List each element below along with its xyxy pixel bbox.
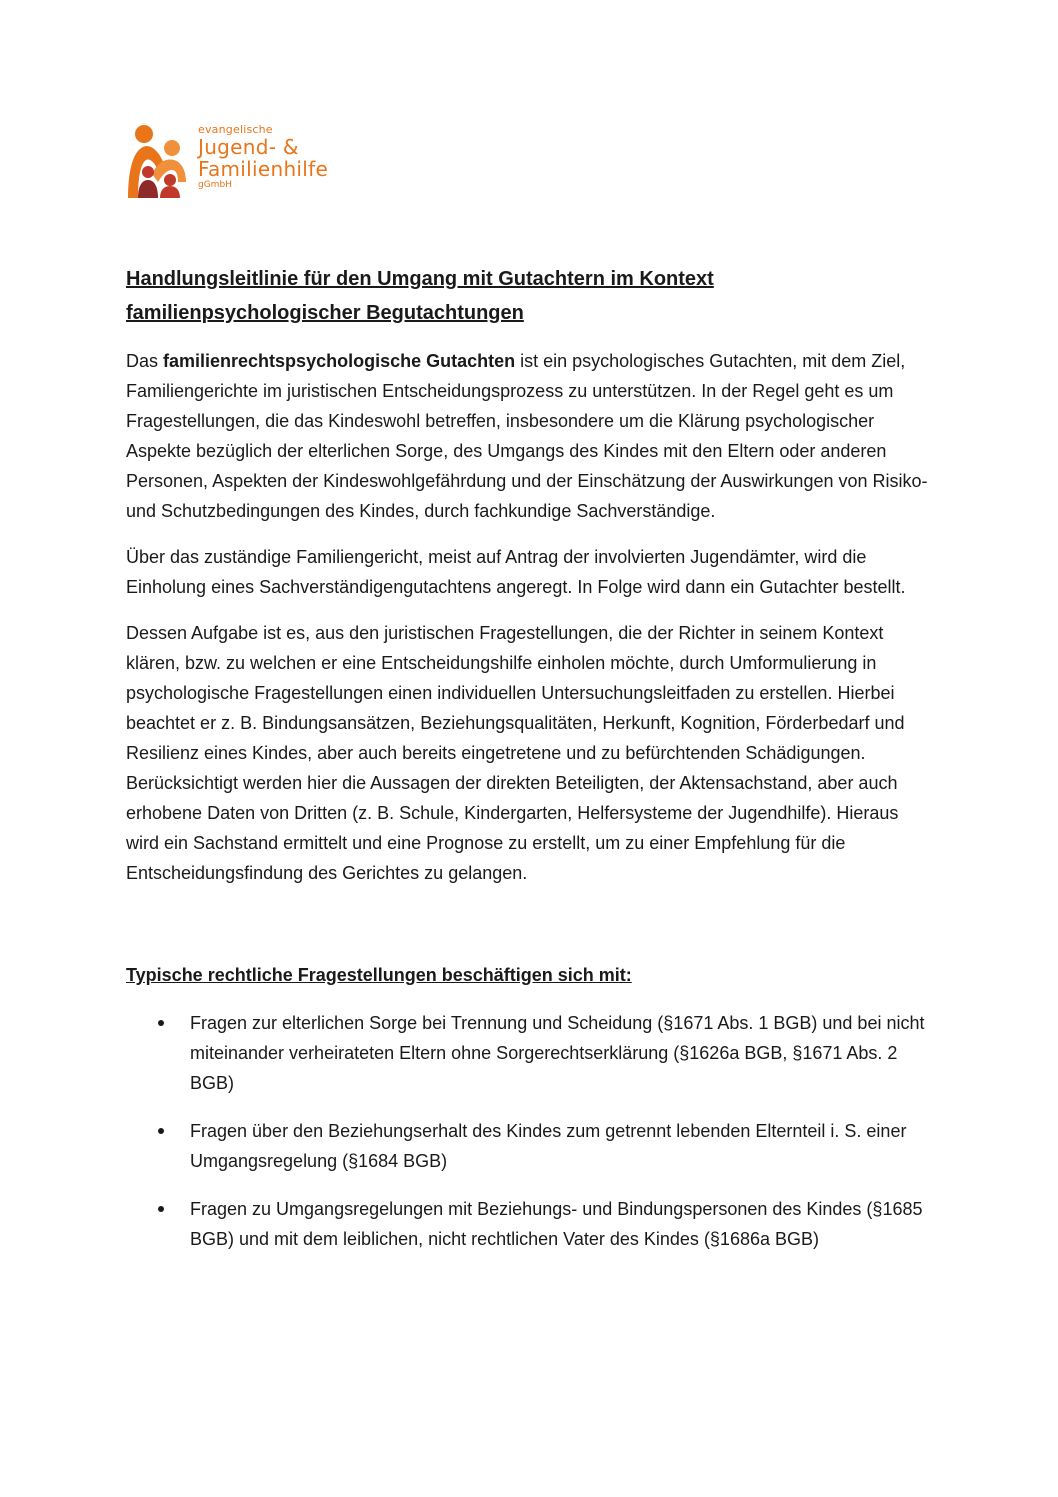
paragraph-intro-rest: ist ein psychologisches Gutachten, mit dem Ziel, Familiengerichte im juristischen Entscheidungsprozess zu unterstützen. In der Regel geht es um Fragestellungen, die das Kindeswohl betreffen, insbesondere um die Klärung psychologischer Aspekte bezüglich der elterlichen Sorge, des Umgangs des Kindes mit den Eltern oder anderen Personen, Aspekten der Kindeswohlgefährdung und der Einschätzung der Auswirkungen von Risiko- und Schutzbedingungen des Kindes, durch fachkundige Sachverständige. <box>126 351 928 521</box>
title-line-1: Handlungsleitlinie für den Umgang mit Gutachtern im Kontext <box>126 268 714 290</box>
paragraph-court: Über das zuständige Familiengericht, meist auf Antrag der involvierten Jugendämter, wird die Einholung eines Sachverständigengutachtens angeregt. In Folge wird dann ein Gutachter bestellt. <box>126 547 906 597</box>
bullet-icon <box>158 1128 164 1134</box>
section-spacer <box>126 904 932 960</box>
bullet-icon <box>158 1020 164 1026</box>
title-line-2: familienpsychologischer Begutachtungen <box>126 302 524 324</box>
list-item <box>126 1008 932 1098</box>
family-figures-logo-icon <box>124 124 190 198</box>
paragraph-task: Dessen Aufgabe ist es, aus den juristischen Fragestellungen, die der Richter in seinem Kontext klären, bzw. zu welchen er eine Entscheidungshilfe einholen möchte, durch Umformulierung in psychologische Fragestellungen einen individuellen Untersuchungsleitfaden zu erstellen. Hierbei beachtet er z. B. Bindungsansätzen, Beziehungsqualitäten, Herkunft, Kognition, Förderbedarf und Resilienz eines Kindes, aber auch bereits eingetretene und zu befürchtenden Schädigungen. Berücksichtigt werden hier die Aussagen der direkten Beteiligten, der Aktensachstand, aber auch erhobene Daten von Dritten (z. B. Schule, Kindergarten, Helfersysteme der Jugendhilfe). Hieraus wird ein Sachstand ermittelt und eine Prognose zu erstellt, um zu einer Empfehlung für die Entscheidungsfindung des Gerichtes zu gelangen. <box>126 623 905 883</box>
document-body <box>126 262 932 1272</box>
list-item <box>126 1194 932 1254</box>
list-item-text: Fragen zu Umgangsregelungen mit Beziehungs- und Bindungspersonen des Kindes (§1685 BGB) und mit dem leiblichen, nicht rechtlichen Vater des Kindes (§1686a BGB) <box>190 1199 923 1249</box>
document-title <box>126 262 932 330</box>
paragraph-intro-bold: familienrechtspsychologische Gutachten <box>163 351 516 371</box>
logo-line-3: Familienhilfe <box>198 157 329 181</box>
paragraph-intro <box>126 346 932 526</box>
question-list <box>126 1008 932 1254</box>
logo-wordmark <box>198 122 328 190</box>
list-item-text: Fragen zur elterlichen Sorge bei Trennung und Scheidung (§1671 Abs. 1 BGB) und bei nicht miteinander verheirateten Eltern ohne Sorgerechtserklärung (§1626a BGB, §1671 Abs. 2 BGB) <box>190 1013 925 1093</box>
list-item-text: Fragen über den Beziehungserhalt des Kindes zum getrennt lebenden Elternteil i. S. einer Umgangsregelung (§1684 BGB) <box>190 1121 907 1171</box>
bullet-icon <box>158 1206 164 1212</box>
logo-line-2: Jugend- & <box>198 135 299 159</box>
list-item <box>126 1116 932 1176</box>
paragraph-intro-prefix: Das <box>126 351 164 371</box>
logo-line-1: evangelische <box>198 123 273 136</box>
logo-line-4: gGmbH <box>198 180 232 190</box>
section-heading: Typische rechtliche Fragestellungen beschäftigen sich mit: <box>126 965 632 985</box>
organization-logo <box>124 122 334 202</box>
